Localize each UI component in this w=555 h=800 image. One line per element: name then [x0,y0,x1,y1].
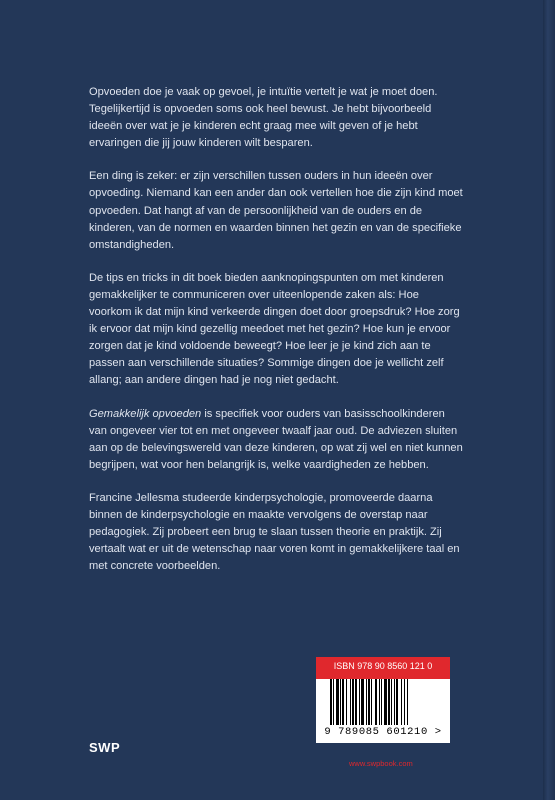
book-title-italic: Gemakkelijk opvoeden [89,407,202,420]
author-bio: Francine Jellesma studeerde kinderpsychologie, promoveerde daarna binnen de kinderpsychologie en maakte vervolgens de overstap naar pedagogiek. Zij probeert een brug te slaan tussen theorie en praktijk. Zij vertaalt wat er uit de wetenschap naar voren komt in gemakkelijkere taal en met concrete voorbeelden. [89,491,460,573]
barcode-digits: 9 789085 601210 > [324,726,442,738]
barcode-icon [328,679,438,729]
isbn-number: ISBN 978 90 8560 121 0 [333,661,433,671]
back-cover-blurb [89,84,464,591]
barcode-label [316,657,450,743]
publisher-logo: SWP [89,740,121,755]
blurb-paragraph-1: Opvoeden doe je vaak op gevoel, je intuïtie vertelt je wat je moet doen. Tegelijkertijd is opvoeden soms ook heel bewust. Je hebt bijvoorbeeld ideeën over wat je je kinderen echt graag mee wilt geven of je hebt ervaringen die jij jouw kinderen wilt besparen. [89,86,438,150]
book-spine-edge [543,0,555,800]
blurb-paragraph-4-rest: is specifiek voor ouders van basisschoolkinderen van ongeveer vier tot en met ongeveer twaalf jaar oud. De adviezen sluiten aan op de belevingswereld van deze kinderen, op wat zij wel en niet kunnen begrijpen, wat voor hen belangrijk is, welke vaardigheden ze hebben. [89,407,463,471]
blurb-paragraph-2: Een ding is zeker: er zijn verschillen tussen ouders in hun ideeën over opvoeding. Niemand kan een ander dan ook vertellen hoe die zijn kind moet opvoeden. Dat hangt af van de persoonlijkheid van de ouders en de kinderen, van de normen en waarden binnen het gezin en van de specifieke omstandigheden. [89,170,463,251]
blurb-paragraph-3: De tips en tricks in dit boek bieden aanknopingspunten om met kinderen gemakkelijker te communiceren over uiteenlopende zaken als: Hoe voorkom ik dat mijn kind verkeerde dingen doet door groepsdruk? Hoe zorg ik ervoor dat mijn kind gezellig meedoet met het gezin? Hoe kun je ervoor zorgen dat je kind voldoende beweegt? Hoe leer je je kind zich aan te passen aan verschillende situaties? Sommige dingen doe je wellicht zelf allang; aan andere dingen had je nog niet gedacht. [89,271,460,387]
blurb-paragraph-4 [89,406,464,474]
isbn-red-band [316,657,450,679]
publisher-website: www.swpbook.com [349,759,413,768]
